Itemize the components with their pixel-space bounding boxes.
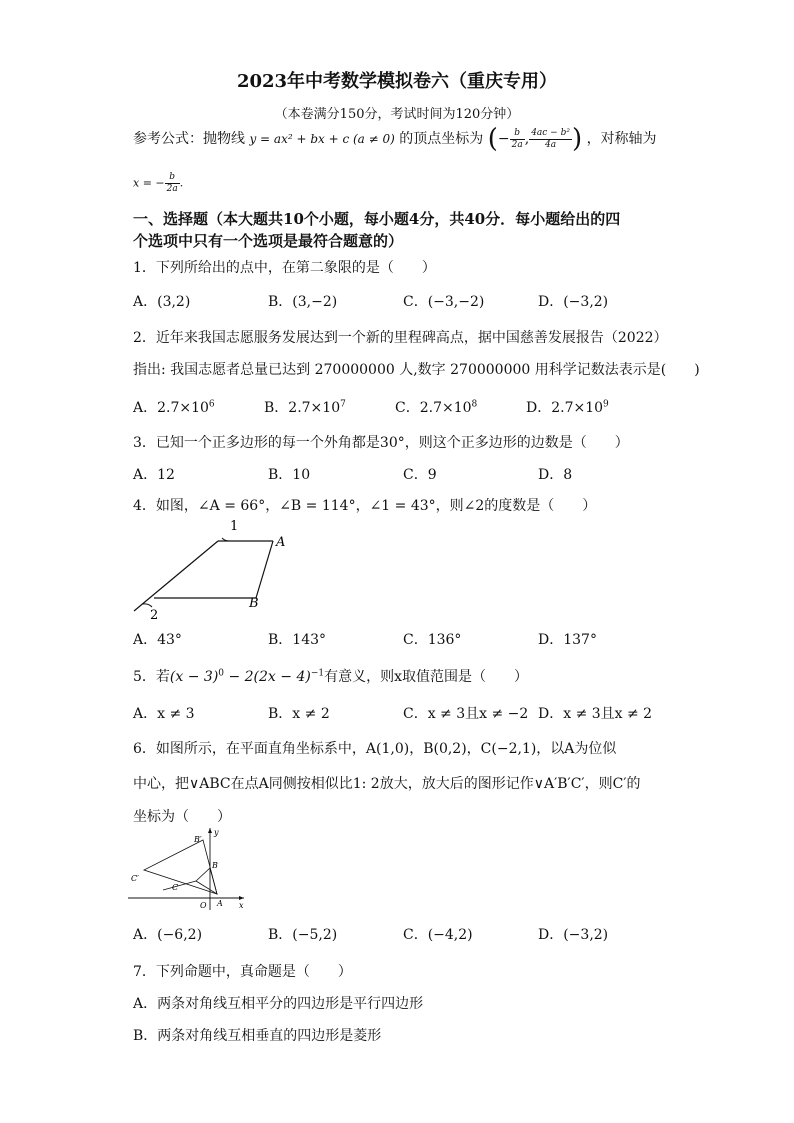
q6-option-c: C．(−4,2) [403,927,473,943]
q4-angle2-arc [143,604,152,607]
q3-option-b: B．10 [268,467,311,483]
section-heading-line1: 一、选择题（本大题共10个小题，每小题4分，共40分．每小题给出的四 [133,210,621,228]
q4-stem: 4．如图，∠A = 66°，∠B = 114°，∠1 = 43°，则∠2的度数是（ ） [133,498,597,514]
q3-stem: 3．已知一个正多边形的每一个外角都是30°，则这个正多边形的边数是（ ） [133,435,629,451]
vertex-x-fraction: $\frac{b}{2a}$ [511,127,523,150]
q2-line2: 指出: 我国志愿者总量已达到 270000000 人,数字 270000000 用科学记数法表示是( ) [133,362,700,378]
q6-label-o: O [200,901,207,910]
q6-option-a: A．(−6,2) [133,927,203,943]
q2-line1: 2．近年来我国志愿服务发展达到一个新的里程碑高点，据中国慈善发展报告（2022） [133,330,668,346]
vertex-y-fraction: $\frac{\text{4ac − b²}}{4a}$ [531,127,570,150]
q4-label-b: B [249,596,259,611]
q6-label-b: B [212,861,218,870]
q1-option-a: A．(3,2) [133,294,191,310]
q6-line3: 坐标为（ ） [133,809,231,825]
q6-line1: 6．如图所示，在平面直角坐标系中，A(1,0)，B(0,2)，C(−2,1)，以A为位似 [133,741,617,757]
axis-fraction: $\frac{b}{2a}$ [166,172,178,194]
q6-label-a: A [217,899,223,908]
q3-option-a: A．12 [133,467,175,483]
q7-option-b: B．两条对角线互相垂直的四边形是菱形 [133,1028,382,1044]
q4-option-d: D．137° [538,632,597,648]
q7-option-a: A．两条对角线互相平分的四边形是平行四边形 [133,996,424,1012]
q6-line2: 中心，把∨ABC在点A同侧按相似比1: 2放大，放大后的图形记作∨A′B′C′，则C′的 [133,776,641,792]
q6-triangle-abc-prime [144,840,217,894]
q4-option-a: A．43° [133,632,182,648]
formula-parabola: y = ax² + bx + c (a ≠ 0) [249,132,395,146]
q5-option-a: A．x ≠ 3 [133,706,195,722]
q3-option-c: C．9 [403,467,437,483]
q4-label-1: 1 [230,519,239,534]
q2-option-a: A．$2.7\times 10^6$ [133,399,215,416]
q1-option-b: B．(3,−2) [268,294,338,310]
q7-stem: 7．下列命题中，真命题是（ ） [133,964,352,980]
q4-label-2: 2 [150,608,159,623]
formula-axis-text: ，对称轴为 [586,131,657,147]
formula-line: 参考公式：抛物线 y = ax² + bx + c (a ≠ 0) 的顶点坐标为 (− $\frac{b}{2a}$ , $\frac{\text{4ac − b²}}{4a}$ ) ，对称轴为 [133,124,657,154]
q6-label-c-prime: C′ [131,874,139,883]
q1-option-d: D．(−3,2) [538,294,609,310]
q4-transversal-line [134,541,218,611]
page-subtitle: （本卷满分150分，考试时间为120分钟） [274,107,520,122]
page-title: 2023年中考数学模拟卷六（重庆专用） [236,71,558,92]
q2-option-d: D．$2.7\times 10^9$ [526,399,609,416]
q3-option-d: D．8 [538,467,573,483]
q1-option-c: C．(−3,−2) [403,294,485,310]
q5-option-d: D．x ≠ 3且x ≠ 2 [538,706,653,722]
q4-option-b: B．143° [268,632,327,648]
formula-axis: x = − $\frac{b}{2a}$ . [133,172,184,194]
q6-option-d: D．(−3,2) [538,927,609,943]
q4-option-c: C．136° [403,632,462,648]
q4-label-a: A [276,535,286,550]
formula-vertex-text: 的顶点坐标为 [399,131,484,147]
q2-option-b: B．$2.7\times 10^7$ [264,399,346,416]
q5-option-c: C．x ≠ 3且x ≠ −2 [403,706,529,722]
q1-stem: 1．下列所给出的点中，在第二象限的是（ ） [133,260,436,276]
q5-option-b: B．x ≠ 2 [268,706,330,722]
formula-prefix: 参考公式：抛物线 [133,131,245,147]
q6-label-c: C [172,883,179,892]
q6-x-arrow [239,896,244,900]
q6-y-arrow [208,828,212,833]
q6-label-b-prime: B′ [194,835,202,844]
q4-figure [128,515,298,625]
q2-option-c: C．$2.7\times 10^8$ [395,399,478,416]
q6-label-x: x [239,901,244,910]
q6-option-b: B．(−5,2) [268,927,338,943]
q5-stem: 5．若$(x - 3)^0 - 2(2x - 4)^{-1}$有意义，则x取值范围是（ ） [133,668,529,685]
q6-figure [128,826,248,912]
q6-label-y: y [214,828,219,837]
section-heading-line2: 个选项中只有一个选项是最符合题意的） [133,232,404,250]
q4-right-line [256,541,273,598]
